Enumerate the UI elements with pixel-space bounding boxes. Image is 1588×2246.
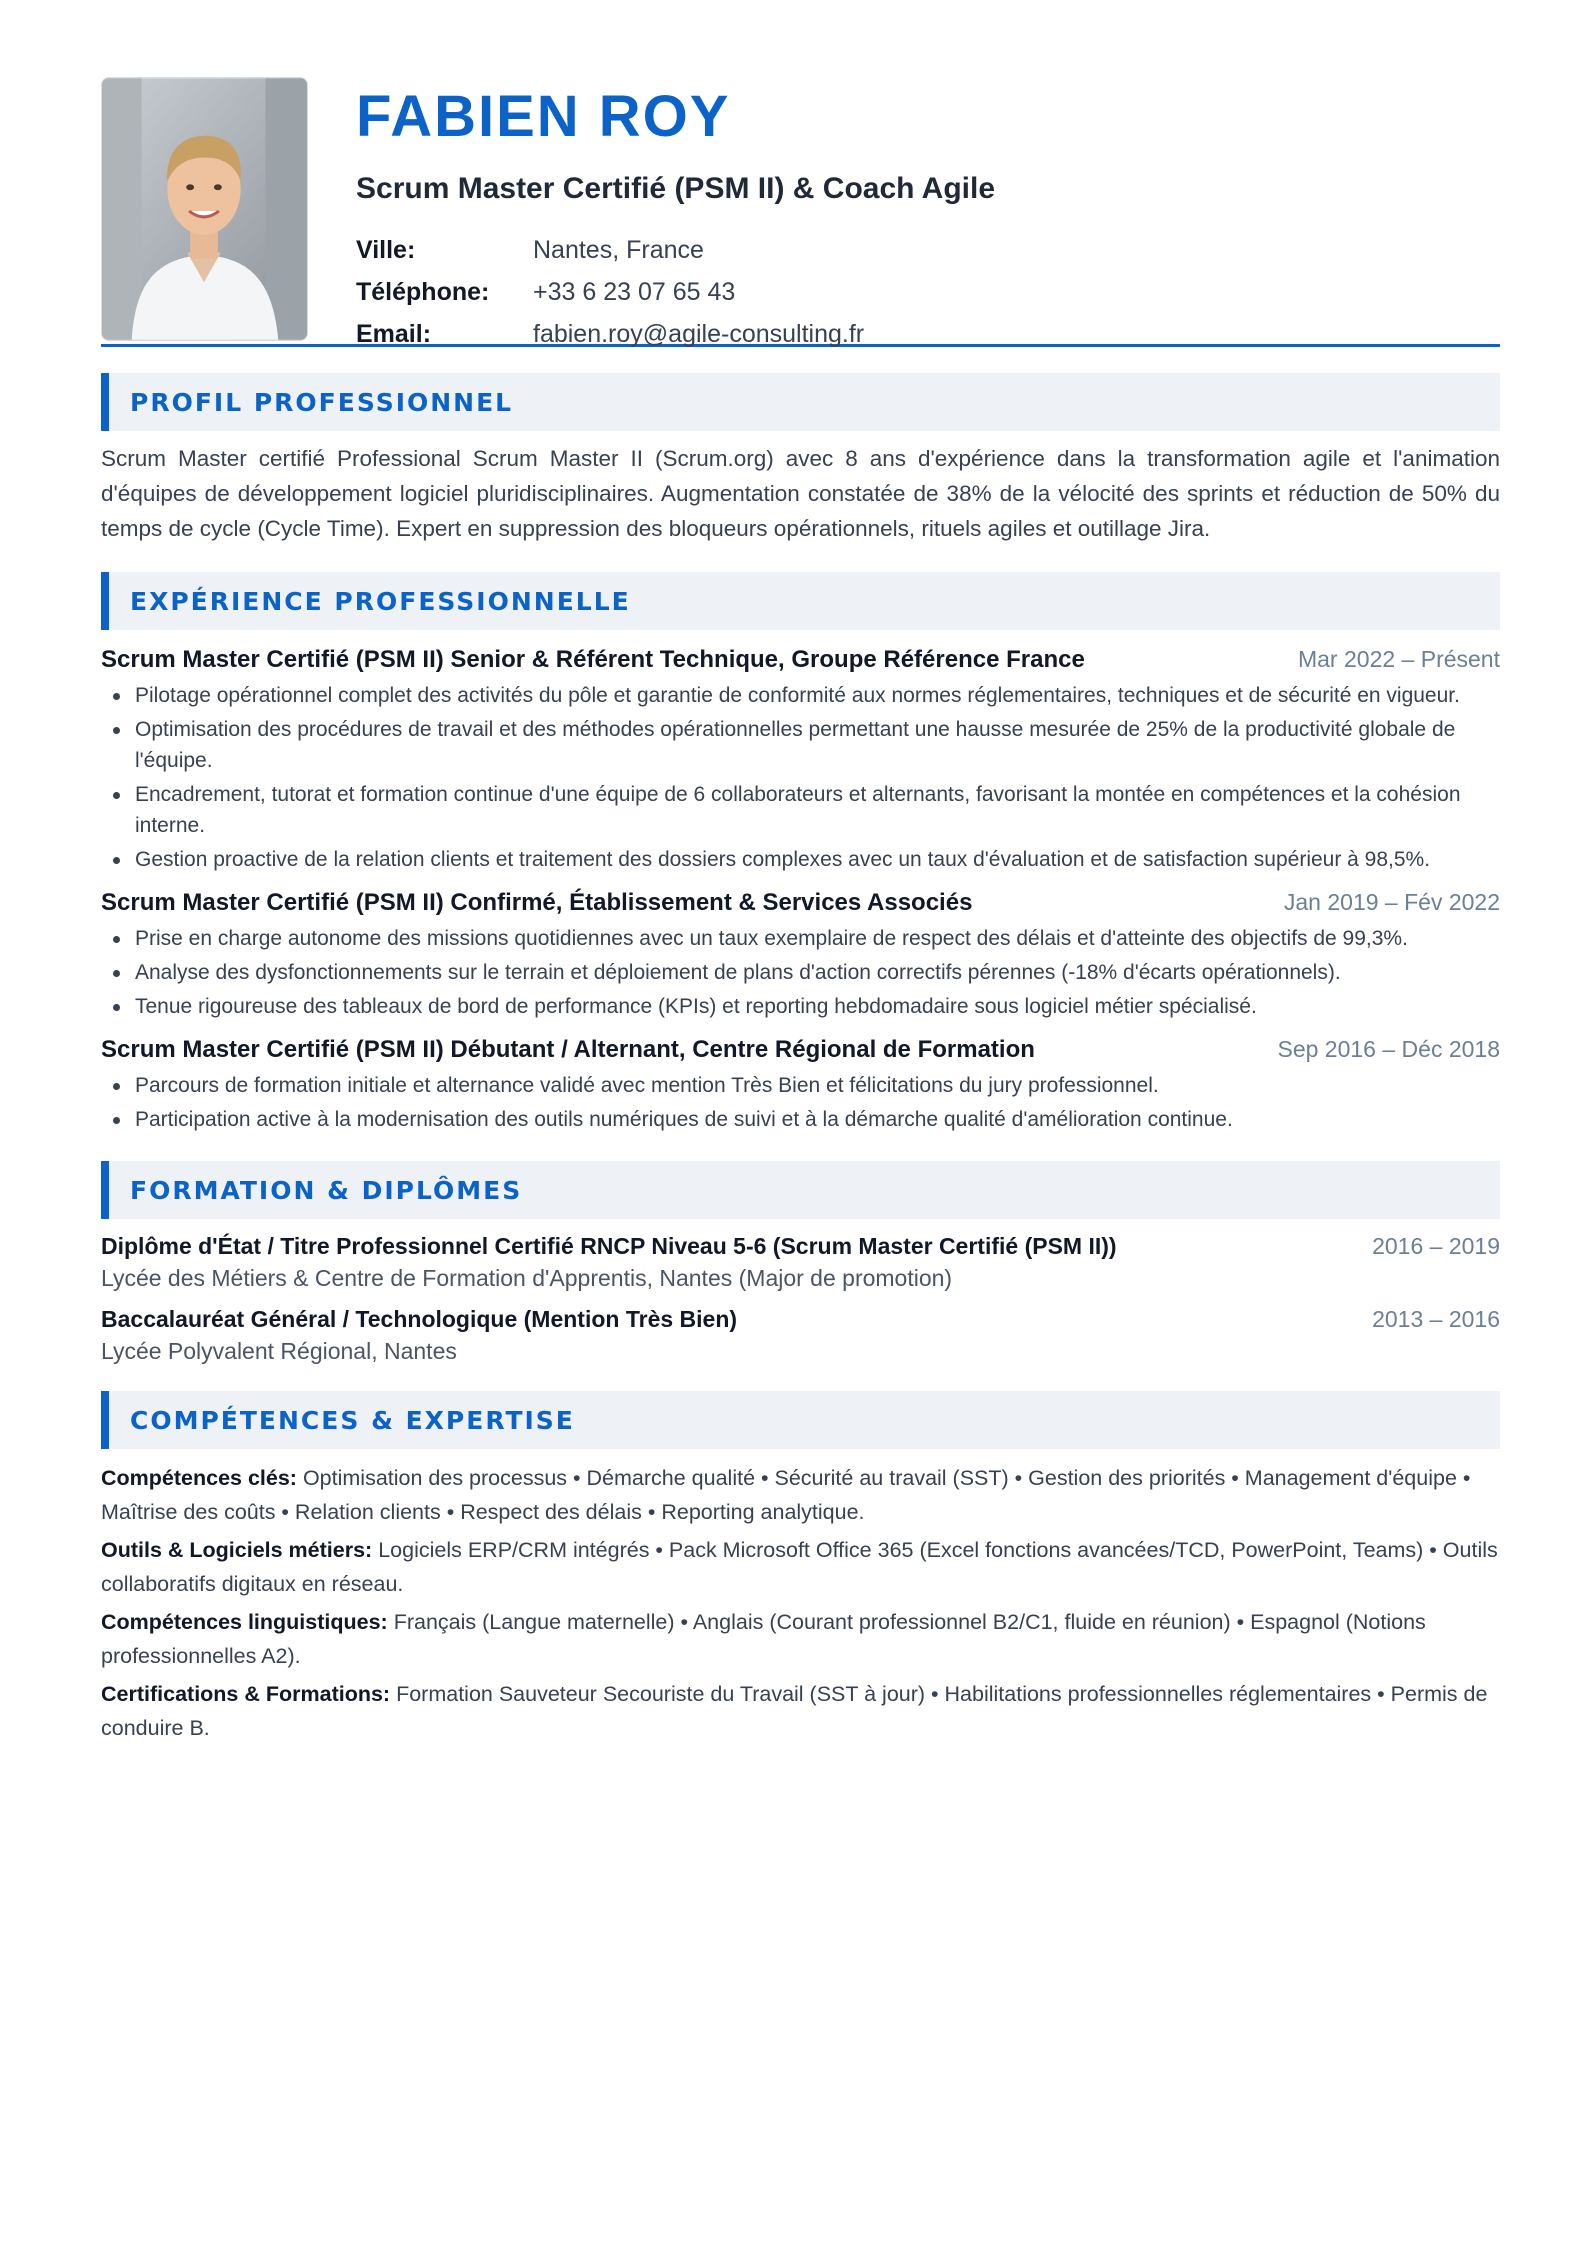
job-bullet: Parcours de formation initiale et alternance validé avec mention Très Bien et félicitations du jury professionnel. xyxy=(101,1070,1500,1101)
contact-value: +33 6 23 07 65 43 xyxy=(533,277,736,306)
resume-content xyxy=(101,77,1500,1749)
education-school: Lycée Polyvalent Régional, Nantes xyxy=(101,1338,457,1364)
section-header-skills xyxy=(101,1391,1500,1449)
contact-email xyxy=(356,313,995,355)
contact-label: Téléphone: xyxy=(356,277,490,306)
skill-entry xyxy=(101,1461,1500,1529)
candidate-name: FABIEN ROY xyxy=(356,84,731,149)
experience-list xyxy=(101,646,1500,1135)
skill-entry xyxy=(101,1605,1500,1673)
education-date: 2013 – 2016 xyxy=(1372,1306,1500,1332)
identity-block xyxy=(356,77,996,348)
job-entry xyxy=(101,889,1500,1022)
job-bullet: Tenue rigoureuse des tableaux de bord de performance (KPIs) et reporting hebdomadaire sous logiciel métier spécialisé. xyxy=(101,991,1500,1022)
job-header xyxy=(101,1036,1500,1064)
skill-entry xyxy=(101,1533,1500,1601)
job-bullet: Optimisation des procédures de travail et des méthodes opérationnelles permettant une hausse mesurée de 25% de la productivité globale de l'équipe. xyxy=(101,714,1500,776)
skill-label: Compétences linguistiques: xyxy=(101,1610,388,1634)
job-date: Sep 2016 – Déc 2018 xyxy=(1277,1036,1500,1062)
job-title: Scrum Master Certifié (PSM II) Confirmé, Établissement & Services Associés xyxy=(101,889,973,916)
contact-list xyxy=(356,229,995,355)
profile-summary: Scrum Master certifié Professional Scrum Master II (Scrum.org) avec 8 ans d'expérience dans la transformation agile et l'animation d'équipes de développement logiciel pluridisciplinaires. Augmentation constatée de 38% de la vélocité des sprints et réduction de 50% du temps de cycle (Cycle Time). Expert en suppression des bloqueurs opérationnels, rituels agiles et outillage Jira. xyxy=(101,446,1500,541)
job-bullets xyxy=(101,680,1500,875)
education-degree: Diplôme d'État / Titre Professionnel Certifié RNCP Niveau 5-6 (Scrum Master Certifié (PSM II)) xyxy=(101,1233,1117,1259)
contact-city xyxy=(356,229,995,271)
section-title: COMPÉTENCES & EXPERTISE xyxy=(130,1405,575,1435)
candidate-title: Scrum Master Certifié (PSM II) & Coach Agile xyxy=(356,172,996,205)
skill-label: Outils & Logiciels métiers: xyxy=(101,1538,373,1562)
education-header xyxy=(101,1233,1500,1260)
job-bullet: Participation active à la modernisation des outils numériques de suivi et à la démarche qualité d'amélioration continue. xyxy=(101,1104,1500,1135)
skill-text: Français (Langue maternelle) • Anglais (Courant professionnel B2/C1, fluide en réunion) • Espagnol (Notions professionnelles A2). xyxy=(101,1610,1426,1668)
section-title: FORMATION & DIPLÔMES xyxy=(130,1175,523,1205)
skill-entry xyxy=(101,1677,1500,1745)
skill-label: Compétences clés: xyxy=(101,1466,297,1490)
job-bullet: Encadrement, tutorat et formation continue d'une équipe de 6 collaborateurs et alternants, favorisant la montée en compétences et la cohésion interne. xyxy=(101,779,1500,841)
section-title: PROFIL PROFESSIONNEL xyxy=(130,387,514,417)
job-bullet: Pilotage opérationnel complet des activités du pôle et garantie de conformité aux normes réglementaires, techniques et de sécurité en vigueur. xyxy=(101,680,1500,711)
education-header xyxy=(101,1306,1500,1333)
education-entry xyxy=(101,1233,1500,1292)
skill-label: Certifications & Formations: xyxy=(101,1682,391,1706)
contact-value[interactable]: fabien.roy@agile-consulting.fr xyxy=(533,319,865,348)
education-degree: Baccalauréat Général / Technologique (Mention Très Bien) xyxy=(101,1306,738,1332)
contact-label: Email: xyxy=(356,319,432,348)
education-date: 2016 – 2019 xyxy=(1372,1233,1500,1259)
contact-label: Ville: xyxy=(356,235,416,264)
job-header xyxy=(101,889,1500,917)
section-header-experience xyxy=(101,572,1500,630)
skills-list xyxy=(101,1461,1500,1745)
profile-photo xyxy=(101,77,308,341)
section-title: EXPÉRIENCE PROFESSIONNELLE xyxy=(130,586,631,616)
contact-phone xyxy=(356,271,995,313)
education-list xyxy=(101,1233,1500,1365)
education-school: Lycée des Métiers & Centre de Formation d'Apprentis, Nantes (Major de promotion) xyxy=(101,1265,953,1291)
job-bullet: Gestion proactive de la relation clients et traitement des dossiers complexes avec un taux d'évaluation et de satisfaction supérieur à 98,5%. xyxy=(101,844,1500,875)
job-title: Scrum Master Certifié (PSM II) Débutant / Alternant, Centre Régional de Formation xyxy=(101,1036,1035,1063)
skill-text: Optimisation des processus • Démarche qualité • Sécurité au travail (SST) • Gestion des priorités • Management d'équipe • Maîtrise des coûts • Relation clients • Respect des délais • Reporting analytique. xyxy=(101,1466,1471,1524)
job-header xyxy=(101,646,1500,674)
skill-text: Formation Sauveteur Secouriste du Travail (SST à jour) • Habilitations professionnelles réglementaires • Permis de conduire B. xyxy=(101,1682,1488,1740)
job-entry xyxy=(101,1036,1500,1135)
job-date: Jan 2019 – Fév 2022 xyxy=(1283,889,1500,915)
skill-text: Logiciels ERP/CRM intégrés • Pack Microsoft Office 365 (Excel fonctions avancées/TCD, PowerPoint, Teams) • Outils collaboratifs digitaux en réseau. xyxy=(101,1538,1498,1596)
section-header-profile xyxy=(101,373,1500,431)
job-bullets xyxy=(101,923,1500,1022)
job-date: Mar 2022 – Présent xyxy=(1297,646,1500,672)
education-entry xyxy=(101,1306,1500,1365)
job-title: Scrum Master Certifié (PSM II) Senior & Référent Technique, Groupe Référence France xyxy=(101,646,1085,673)
job-bullet: Analyse des dysfonctionnements sur le terrain et déploiement de plans d'action correctifs pérennes (-18% d'écarts opérationnels). xyxy=(101,957,1500,988)
contact-value: Nantes, France xyxy=(533,235,704,264)
job-entry xyxy=(101,646,1500,875)
resume-header xyxy=(101,77,1500,348)
job-bullet: Prise en charge autonome des missions quotidiennes avec un taux exemplaire de respect des délais et d'atteinte des objectifs de 99,3%. xyxy=(101,923,1500,954)
section-header-education xyxy=(101,1161,1500,1219)
job-bullets xyxy=(101,1070,1500,1135)
